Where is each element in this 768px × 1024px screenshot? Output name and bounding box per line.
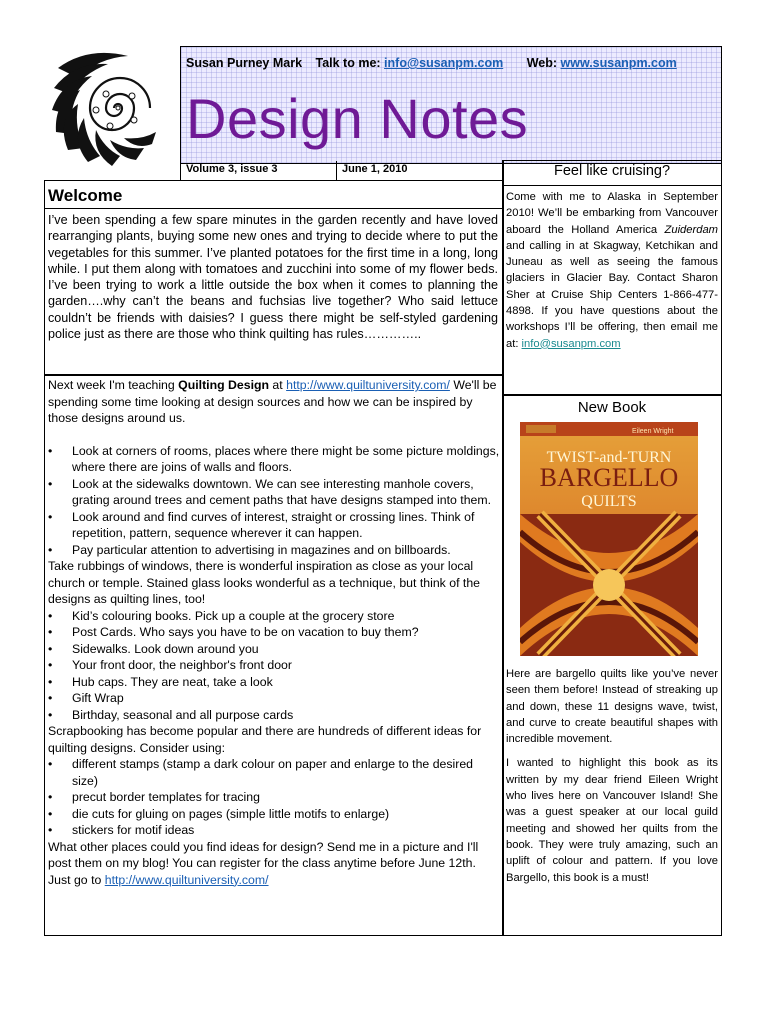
book-paragraph-2: I wanted to highlight this book as its written by my dear friend Eileen Wright who lives here on Vancouver Island! She was a guest speaker at our local guild meeting and showed her quilts from the book. They were truly amazing, such an uplift of colour and pattern. If you love Bargello, this book is a must!	[506, 757, 718, 884]
list-item: • Look around and find curves of interest, straight or crossing lines. Think of repetition, pattern, sequence wherever it can happen.	[48, 509, 500, 542]
spacer	[48, 427, 500, 443]
web-label: Web:	[526, 56, 558, 70]
new-book-text	[506, 666, 718, 894]
book-cover-image	[520, 422, 698, 656]
article-body	[48, 377, 500, 888]
list-item: • die cuts for gluing on pages (simple little motifs to enlarge)	[48, 806, 500, 823]
cruise-text-1: Come with me to Alaska in September 2010! We’ll be embarking from Vancouver aboard the Holland America	[506, 191, 718, 236]
intro-text-2: We'll be spending some time looking at design sources and how we can be inspired by those designs around us.	[48, 378, 497, 425]
cruise-text-2: and calling in at Skagway, Ketchikan and Juneau as well as seeing the famous glaciers in Glacier Bay. Contact Sharon Sher at Cruise Ship Centers 1-866-477-4898. If you have questions about the workshops I’ll be offering, then email me at:	[506, 239, 718, 350]
list-item: • Pay particular attention to advertising in magazines and on billboards.	[48, 542, 500, 559]
list-item: • Your front door, the neighbor's front door	[48, 657, 500, 674]
new-book-heading: New Book	[577, 399, 647, 416]
list-item: • Hub caps. They are neat, take a look	[48, 674, 500, 691]
welcome-heading: Welcome	[48, 186, 123, 205]
closing-text: What other places could you find ideas for design? Send me in a picture and I'll post them on my blog! You can register for the class anytime before June 12th. Just go to	[48, 839, 479, 887]
divider	[502, 185, 721, 186]
bargello-quilt-art	[520, 514, 698, 656]
cover-title-1: TWIST-and-TURN	[546, 449, 672, 466]
cover-title-2: BARGELLO	[539, 463, 679, 492]
welcome-text: I’ve been spending a few spare minutes in the garden recently and have loved rearranging plants, buying some new ones and trying to decide where to put the vegetables for this summer. I’ve planted potatoes for the first time in a long, long while. I put them along with tomatoes and zucchini into some of my flower beds. I’ve been trying to work a little outside the box when it comes to planning the garden….why can’t the beans and fuchsias live together? Who said lettuce couldn’t be friends with daisies? I guess there might be self-styled gardening police just as there are those who think quilting has rules…………..	[48, 213, 498, 342]
rubbings-paragraph: Take rubbings of windows, there is wonderful inspiration as close as your local church or temple. Stained glass looks wonderful as a technique, but think of the designs as quilting lines, too!	[48, 559, 481, 606]
author-name: Susan Purney Mark	[186, 56, 303, 70]
course-link[interactable]: http://www.quiltuniversity.com/	[286, 378, 450, 392]
registration-link[interactable]: http://www.quiltuniversity.com/	[104, 872, 269, 887]
list-item: • stickers for motif ideas	[48, 822, 500, 839]
book-paragraph-1: Here are bargello quilts like you’ve never seen them before! Instead of streaking up and down, these 11 designs wave, twist, and curve to create beautiful shapes with incredible movement.	[506, 668, 718, 746]
list-item: • precut border templates for tracing	[48, 789, 500, 806]
bullet-list-3	[48, 756, 500, 839]
intro-at: at	[269, 378, 287, 392]
list-item: • Look at corners of rooms, places where there might be some picture moldings, where there are joins of walls and floors.	[48, 443, 500, 476]
scrapbook-paragraph: Scrapbooking has become popular and there are hundreds of different ideas for quilting designs. Consider using:	[48, 724, 482, 755]
issue-date: June 1, 2010	[342, 163, 408, 175]
web-link[interactable]: www.susanpm.com	[560, 56, 677, 70]
list-item: • Sidewalks. Look down around you	[48, 641, 500, 658]
ship-name: Zuiderdam	[664, 223, 718, 236]
bullet-list-1	[48, 443, 500, 559]
list-item: • different stamps (stamp a dark colour on paper and enlarge to the desired size)	[48, 756, 500, 789]
divider	[44, 208, 503, 209]
cover-title-3: QUILTS	[581, 493, 637, 510]
intro-paragraph	[48, 377, 500, 427]
cruise-heading: Feel like cruising?	[553, 163, 671, 179]
cruise-email-link[interactable]: info@susanpm.com	[521, 337, 621, 350]
list-item: • Kid’s colouring books. Pick up a couple at the grocery store	[48, 608, 500, 625]
spiral-logo	[48, 48, 178, 168]
talk-label: Talk to me:	[315, 56, 381, 70]
cruise-text	[506, 189, 718, 352]
list-item: • Look at the sidewalks downtown. We can see interesting manhole covers, grating around trees and cement paths that have designs stamped into them.	[48, 476, 500, 509]
course-name: Quilting Design	[178, 378, 270, 392]
cover-author: Eileen Wright	[632, 428, 674, 435]
contact-line	[186, 56, 677, 70]
intro-text: Next week I'm teaching	[48, 378, 179, 392]
newsletter-title: Design Notes	[186, 87, 529, 150]
list-item: • Post Cards. Who says you have to be on vacation to buy them?	[48, 624, 500, 641]
email-link[interactable]: info@susanpm.com	[384, 56, 504, 70]
bullet-list-2	[48, 608, 500, 724]
list-item: • Gift Wrap	[48, 690, 500, 707]
list-item: • Birthday, seasonal and all purpose cards	[48, 707, 500, 724]
closing-paragraph	[48, 839, 500, 889]
volume-issue: Volume 3, issue 3	[186, 163, 278, 175]
